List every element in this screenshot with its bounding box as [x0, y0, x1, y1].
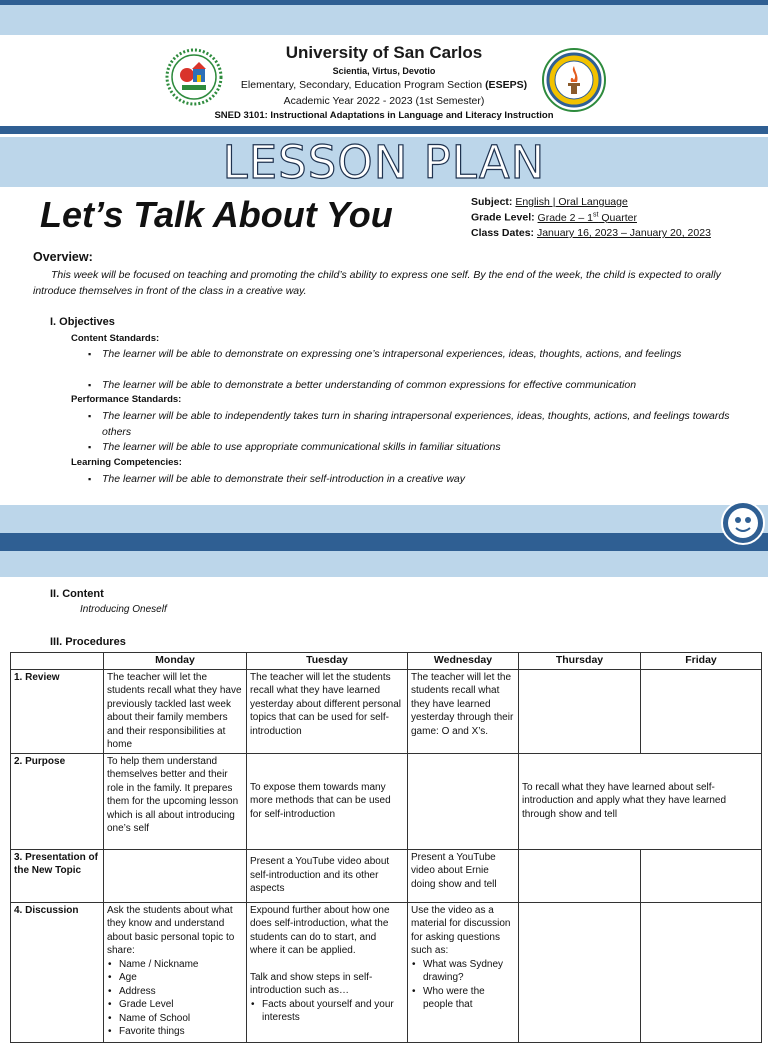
- row-label: 3. Presentation of the New Topic: [11, 849, 104, 902]
- table-cell: [519, 849, 641, 902]
- subject-line: [471, 196, 628, 208]
- subject-label: Subject:: [471, 196, 513, 208]
- grade-value-suffix: Quarter: [598, 211, 637, 224]
- program-section: [0, 79, 768, 91]
- list-item: • Name / Nickname: [107, 958, 243, 972]
- course-title: SNED 3101: Instructional Adaptations in Language and Literacy Instruction: [214, 110, 554, 121]
- content-value: Introducing Oneself: [80, 604, 167, 615]
- discussion-monday-list: [107, 958, 243, 1039]
- performance-standards-label: Performance Standards:: [71, 394, 182, 405]
- lesson-title: Let’s Talk About You: [40, 194, 393, 235]
- discussion-wednesday-list: [411, 958, 515, 1012]
- university-name: University of San Carlos: [285, 43, 483, 62]
- column-header-wednesday: Wednesday: [408, 653, 519, 670]
- content-standard-item: ▪ The learner will be able to demonstrate on expressing one’s intrapersonal experiences, ideas, thoughts, actions, and feelings: [86, 347, 741, 363]
- table-cell: Present a YouTube video about self-introduction and its other aspects: [247, 849, 408, 902]
- procedures-table: [10, 652, 762, 1043]
- list-item: • What was Sydney drawing?: [411, 958, 515, 985]
- column-header-tuesday: Tuesday: [247, 653, 408, 670]
- column-header-thursday: Thursday: [519, 653, 641, 670]
- table-row-discussion: [11, 902, 762, 1042]
- objectives-heading: I. Objectives: [50, 316, 115, 328]
- dates-line: [471, 227, 711, 239]
- page-title: LESSON PLAN: [222, 136, 546, 189]
- table-cell-merged: To recall what they have learned about self-introduction and apply what they have learned through show and tell: [519, 753, 762, 849]
- top-band-light: [0, 5, 768, 35]
- table-cell: To help them understand themselves better and their role in the family. It prepares them for the upcoming lesson which is all about introducing one’s self: [104, 753, 247, 849]
- content-standards-label: Content Standards:: [71, 333, 160, 344]
- discussion-tuesday-list: [250, 998, 404, 1025]
- university-motto: Scientia, Virtus, Devotio: [332, 66, 436, 76]
- table-cell: [641, 902, 762, 1042]
- page-header-band: [0, 551, 768, 577]
- table-cell: To expose them towards many more methods that can be used for self-introduction: [247, 753, 408, 849]
- grade-value-sup: st: [593, 211, 599, 218]
- grade-value: [538, 212, 637, 224]
- column-header: [11, 653, 104, 670]
- content-heading: II. Content: [50, 588, 104, 600]
- header-divider-band: [0, 126, 768, 134]
- table-cell: The teacher will let the students recall what they have learned yesterday through their game: O and X’s.: [408, 669, 519, 753]
- table-cell: [408, 902, 519, 1042]
- page-footer-band: [0, 505, 768, 533]
- procedures-heading: III. Procedures: [50, 636, 126, 648]
- list-item: • Favorite things: [107, 1025, 243, 1039]
- list-item: • Who were the people that: [411, 985, 515, 1012]
- dates-value: January 16, 2023 – January 20, 2023: [536, 227, 711, 239]
- performance-standard-item: ▪ The learner will be able to use appropriate communicational skills in familiar situations: [86, 440, 741, 456]
- table-row-purpose: [11, 753, 762, 849]
- performance-standard-item: ▪ The learner will be able to independently takes turn in sharing intrapersonal experiences, ideas, thoughts, actions, and feelings towards others: [86, 409, 741, 440]
- overview-text: This week will be focused on teaching and promoting the child’s ability to express one self. By the end of the week, the child is expected to orally introduce themselves in front of the class in a creative way.: [33, 269, 721, 297]
- list-item: • Facts about yourself and your interests: [250, 998, 404, 1025]
- table-cell: Present a YouTube video about Ernie doing show and tell: [408, 849, 519, 902]
- academic-year: Academic Year 2022 - 2023 (1st Semester): [283, 95, 485, 107]
- discussion-tuesday-intro: Expound further about how one does self-introduction, what the students can do to start, and where it can be applied.: [250, 904, 390, 956]
- table-cell: [641, 849, 762, 902]
- table-cell: [408, 753, 519, 849]
- learning-competency-item: ▪ The learner will be able to demonstrate their self-introduction in a creative way: [86, 472, 741, 488]
- row-label: 4. Discussion: [11, 902, 104, 1042]
- column-header-monday: Monday: [104, 653, 247, 670]
- list-item: • Grade Level: [107, 998, 243, 1012]
- school-badge-icon: [721, 501, 765, 545]
- table-header-row: [11, 653, 762, 670]
- subject-value: English | Oral Language: [515, 196, 628, 208]
- table-row-review: [11, 669, 762, 753]
- table-cell: The teacher will let the students recall what they have previously tackled last week about their family members and their responsibilities at home: [104, 669, 247, 753]
- page-break-band: [0, 533, 768, 551]
- discussion-wednesday-intro: Use the video as a material for discussion for asking questions such as:: [411, 904, 511, 956]
- table-cell: [104, 849, 247, 902]
- program-section-abbr: (ESEPS): [485, 79, 528, 91]
- table-cell: The teacher will let the students recall what they have learned yesterday about different personal topics that can be used for self-introduction: [247, 669, 408, 753]
- learning-competencies-label: Learning Competencies:: [71, 457, 182, 468]
- program-section-text: Elementary, Secondary, Education Program Section: [240, 79, 486, 91]
- discussion-monday-intro: Ask the students about what they know and understand about basic personal topic to share:: [107, 904, 235, 956]
- discussion-tuesday-intro2: Talk and show steps in self-introduction such as…: [250, 971, 373, 996]
- overview-heading: Overview:: [33, 250, 93, 264]
- table-cell: [519, 902, 641, 1042]
- column-header-friday: Friday: [641, 653, 762, 670]
- dates-label: Class Dates:: [471, 227, 535, 239]
- grade-line: [471, 211, 637, 224]
- grade-value-prefix: Grade 2 – 1: [537, 211, 593, 224]
- list-item: • Address: [107, 985, 243, 999]
- grade-label: Grade Level:: [471, 211, 535, 224]
- table-cell: [104, 902, 247, 1042]
- list-item: • Name of School: [107, 1012, 243, 1026]
- table-cell: [641, 669, 762, 753]
- table-cell: [519, 669, 641, 753]
- table-row-presentation: [11, 849, 762, 902]
- content-standard-item: ▪ The learner will be able to demonstrate a better understanding of common expressions for effective communication: [86, 378, 741, 394]
- table-cell: [247, 902, 408, 1042]
- list-item: • Age: [107, 971, 243, 985]
- row-label: 1. Review: [11, 669, 104, 753]
- row-label: 2. Purpose: [11, 753, 104, 849]
